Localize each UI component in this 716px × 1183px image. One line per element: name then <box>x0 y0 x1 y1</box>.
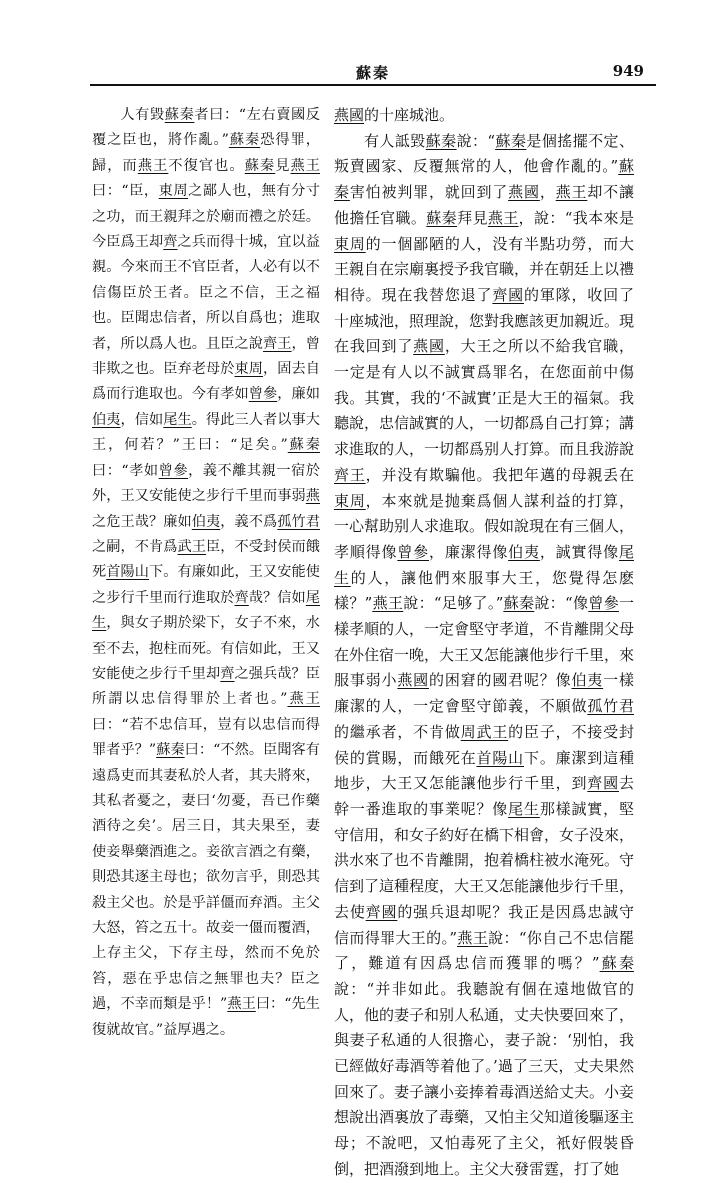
text-run: 說：“像 <box>534 594 589 613</box>
text-run: 却不讓他擔任官職。 <box>334 183 634 227</box>
proper-noun: 東周 <box>158 183 189 200</box>
text-run: 不復官也。 <box>168 157 245 174</box>
text-run: 一樣孝順的人，一定會堅守孝道，不肯離開父母在外住宿一晚，大王又怎能讓他步行千里，來服事弱小 <box>334 594 635 690</box>
proper-noun: 齊 <box>234 589 249 606</box>
text-run: ，信如 <box>120 411 164 428</box>
proper-noun: 尾生 <box>163 411 192 428</box>
text-run: 的軍隊，收回了十座城池，照理說，您對我應該更加親近。現在我回到了 <box>334 285 635 356</box>
proper-noun: 東周 <box>334 491 366 510</box>
proper-noun: 燕國 <box>508 183 540 202</box>
running-title: 蘇秦 <box>355 64 390 82</box>
text-run: 去幹一番進取的事業呢？像 <box>334 774 634 818</box>
proper-noun: 蘇秦 <box>426 208 458 227</box>
text-run: 。得此三人者以事大王，何若？”王曰：“足矣。” <box>92 411 320 454</box>
text-run: 的繼承者，不肯做 <box>334 722 461 741</box>
proper-noun: 曾參 <box>588 594 619 613</box>
text-run: 曰：“孝如 <box>92 462 159 479</box>
text-run: 曰：“臣， <box>92 183 159 200</box>
proper-noun: 伯夷 <box>92 411 121 428</box>
translation-paragraph <box>334 129 634 1183</box>
proper-noun: 蘇秦 <box>599 954 634 973</box>
text-run: 曰：“先生復就故官。”益厚遇之。 <box>92 996 320 1038</box>
text-run: ，曾非欺之也。臣弃老母於 <box>92 335 320 378</box>
proper-noun: 燕國 <box>413 337 445 356</box>
proper-noun: 燕王 <box>287 691 320 708</box>
proper-noun: 周武王 <box>460 722 509 741</box>
text-run: 之强兵哉？臣所謂以忠信得罪於上者也。” <box>92 665 320 708</box>
text-run: ，廉如 <box>277 386 320 403</box>
proper-noun: 尾生 <box>508 799 540 818</box>
proper-noun: 曾參 <box>397 542 429 561</box>
text-run: 曰：“若不忠信耳，豈有以忠信而得罪者乎？” <box>92 716 320 759</box>
text-run: 的十座城池。 <box>364 106 455 124</box>
text-run: 哉？信如 <box>248 589 306 606</box>
text-run: 曰：“不然。臣聞客有遠爲吏而其妻私於人者，其夫將來，其私者憂之，妻曰‘勿憂，吾已作藥酒待之矣’。居三日，其夫果至，妻使妾舉藥酒進之。妾欲言酒之有藥，則恐其逐主母也；欲勿言乎，則恐其殺主父也。於是乎詳僵而弃酒。主父大怒，笞之五十。故妾一僵而覆酒，上存主父，下存主母，然而不免於笞，惡在乎忠信之無罪也夫？臣之過，不幸而類是乎！” <box>92 742 320 1013</box>
text-run: 之兵而得十城，宜以益親。今來而王不官臣者，人必有以不信傷臣於王者。臣之不信，王之福也。臣聞忠信者，所以自爲也；進取者，所以爲人也。且臣之說 <box>92 234 320 352</box>
proper-noun: 首陽山 <box>476 748 524 767</box>
text-run: 的强兵退却呢？我正是因爲忠誠守信而得罪大王的。” <box>334 902 634 947</box>
text-run: 恐得罪，歸，而 <box>92 132 320 174</box>
text-run: 說：“足够了。” <box>403 594 504 613</box>
classical-text-paragraph <box>92 103 320 1043</box>
text-run: 臣，不受封侯而餓死 <box>92 538 320 581</box>
page-number: 949 <box>612 62 644 80</box>
text-run: 人有毀 <box>120 107 165 123</box>
text-run: 者曰：“左右賣國反覆之臣也，將作亂。” <box>92 107 320 149</box>
text-run: ，義不爲 <box>220 513 278 530</box>
text-run: 的困窘的國君呢？像 <box>429 671 572 690</box>
text-run: ，廉潔得像 <box>429 542 509 561</box>
proper-noun: 燕王 <box>137 157 169 174</box>
text-run: 害怕被判罪，就回到了 <box>349 183 509 202</box>
proper-noun: 伯夷 <box>571 671 604 690</box>
text-run: 下。有廉如此，王又安能使之步行千里而行進取於 <box>92 564 320 606</box>
proper-noun: 伯夷 <box>191 513 221 530</box>
text-run: 見 <box>275 157 291 174</box>
proper-noun: 燕國 <box>334 106 365 124</box>
proper-noun: 蘇秦 <box>334 157 634 202</box>
proper-noun: 蘇秦 <box>244 157 276 174</box>
text-run: ，并没有欺騙他。我把年邁的母親丢在 <box>365 465 634 484</box>
proper-noun: 齊 <box>220 665 235 682</box>
text-run: ，與女子期於梁下，女子不來，水至不去，抱柱而死。有信如此，王又安能使之步行千里却 <box>92 615 320 682</box>
proper-noun: 曾參 <box>158 462 189 479</box>
classical-text-column <box>92 103 320 1038</box>
text-run: 的一個鄙陋的人，没有半點功勞，而大王親自在宗廟裏授予我官職，并在朝廷上以禮相待。現在我替您退了 <box>334 234 635 304</box>
proper-noun: 燕王 <box>290 157 320 174</box>
proper-noun: 燕 <box>305 488 320 505</box>
proper-noun: 武王 <box>177 538 207 555</box>
proper-noun: 尾生 <box>92 589 320 632</box>
text-run: ，誠實得像 <box>539 542 619 561</box>
proper-noun: 伯夷 <box>508 542 540 561</box>
text-run: 的臣子，不接受封侯的賞賜，而餓死在 <box>334 722 634 767</box>
proper-noun: 蘇秦 <box>287 437 320 454</box>
proper-noun: 齊 <box>163 234 178 251</box>
text-run: 之嗣，不肯爲 <box>92 538 178 555</box>
proper-noun: 齊王 <box>334 465 366 484</box>
translation-column <box>334 103 635 1178</box>
proper-noun: 齊國 <box>492 285 524 304</box>
proper-noun: 燕王 <box>227 996 256 1013</box>
text-run: 一樣廉潔的人，一定會堅守節義，不願做 <box>334 671 634 716</box>
proper-noun: 蘇秦 <box>425 131 457 150</box>
proper-noun: 東周 <box>334 234 366 253</box>
proper-noun: 燕王 <box>372 594 404 613</box>
text-run: ，本來就是抛棄爲個人謀利益的打算，一心幫助别人求進取。假如說現在有三個人，孝順得像 <box>334 491 635 561</box>
text-run: 拜見 <box>457 208 488 227</box>
text-run: 之危王哉？廉如 <box>92 513 192 530</box>
page-header <box>90 58 656 86</box>
text-run: 那樣誠實，堅守信用，和女子約好在橋下相會，女子没來，洪水來了也不肯離開，抱着橋柱被水淹死。守信到了這種程度，大王又怎能讓他步行千里，去使 <box>334 799 635 921</box>
proper-noun: 孤竹君 <box>587 697 634 716</box>
proper-noun: 齊國 <box>587 774 619 793</box>
proper-noun: 尾生 <box>334 542 634 587</box>
translation-paragraph-continued <box>334 103 634 129</box>
text-run: ，義不離其親一宿於外，王又安能使之步行千里而事弱 <box>92 462 320 505</box>
proper-noun: 齊王 <box>263 335 292 352</box>
text-run: ， <box>539 183 556 202</box>
proper-noun: 孤竹君 <box>277 513 320 530</box>
text-run: ，說：“我本來是 <box>518 208 634 227</box>
proper-noun: 齊國 <box>365 902 398 921</box>
text-run: 說：“ <box>456 131 496 150</box>
text-run: 是個搖擺不定、叛賣國家、反覆無常的人，他會作亂的。” <box>334 131 634 176</box>
proper-noun: 蘇秦 <box>164 107 195 123</box>
proper-noun: 燕國 <box>397 671 429 690</box>
proper-noun: 蘇秦 <box>156 742 185 759</box>
proper-noun: 首陽山 <box>106 564 150 581</box>
text-run: 之鄙人也，無有分寸之功，而王親拜之於廟而禮之於廷。今臣爲王却 <box>92 183 320 251</box>
proper-noun: 東周 <box>234 361 264 378</box>
proper-noun: 燕王 <box>487 208 519 227</box>
text-run: 說：“你自己不忠信罷了，難道有因爲忠信而獲罪的嗎？” <box>334 928 634 973</box>
text-run: 的人，讓他們來服事大王，您覺得怎麽樣？” <box>334 568 634 613</box>
text-run: 說：“并非如此。我聽說有個在遠地做官的人，他的妻子和别人私通，丈夫快要回來了，與妻子私通的人很擔心，妻子說：‘别怕，我已經做好毒酒等着他了。’過了三天，丈夫果然回來了。妻子讓小妾捧着毒酒送給丈夫。小妾想說出酒裏放了毒藥，又怕主父知道後驅逐主母；不說吧，又怕毒死了主父，衹好假裝昏倒，把酒潑到地上。主父大發雷霆，打了她 <box>334 979 635 1178</box>
proper-noun: 蘇秦 <box>228 132 261 149</box>
text-run: 下。廉潔到這種地步，大王又怎能讓他步行千里，到 <box>334 748 634 793</box>
proper-noun: 燕王 <box>457 928 489 947</box>
proper-noun: 燕王 <box>555 183 588 202</box>
proper-noun: 蘇秦 <box>503 594 535 613</box>
text-run: ，固去自爲而行進取也。今有孝如 <box>92 361 320 403</box>
text-run: 有人詆毀 <box>364 131 426 150</box>
proper-noun: 蘇秦 <box>495 131 527 150</box>
text-run: ，大王之所以不給我官職，一定是有人以不誠實爲罪名，在您面前中傷我。其實，我的‘不誠實’正是大王的福氣。我聽說，忠信誠實的人，一切都爲自己打算；講求進取的人，一切都爲别人打算。而且我游說 <box>334 337 635 459</box>
proper-noun: 曾參 <box>248 386 278 403</box>
